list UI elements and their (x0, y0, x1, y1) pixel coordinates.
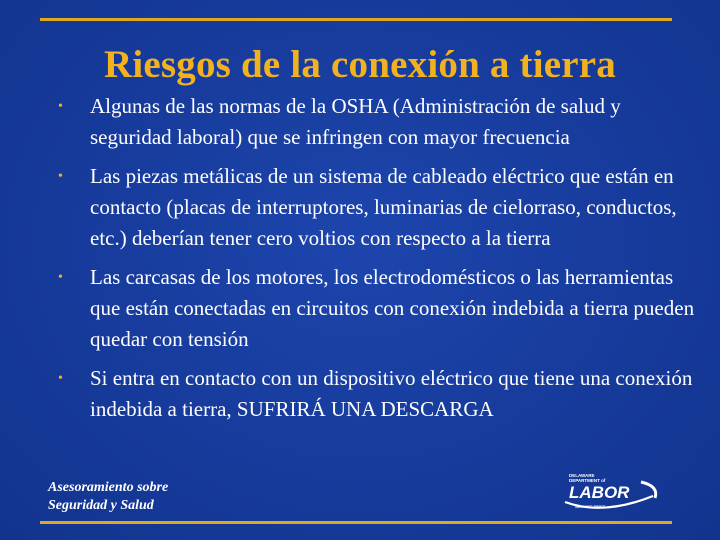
bullet-item (58, 363, 698, 425)
logo-swoosh-right (641, 482, 656, 498)
footer-line-1: Asesoramiento sobre (48, 480, 169, 495)
top-rule (40, 18, 672, 21)
bullet-text: Las piezas metálicas de un sistema de cableado eléctrico que están en contacto (placas de interruptores, luminarias de cielorraso, conductos, etc.) deberían tener cero voltios con respecto a la tierra (90, 164, 677, 250)
labor-logo (563, 472, 663, 512)
bottom-rule (40, 521, 672, 524)
bullet-item (58, 161, 698, 254)
slide-title: Riesgos de la conexión a tierra (103, 43, 617, 86)
footer-line-2: Seguridad y Salud (48, 498, 154, 513)
bullet-marker: • (58, 371, 63, 386)
bullet-item (58, 91, 698, 153)
bullet-text: Algunas de las normas de la OSHA (Administración de salud y seguridad laboral) que se infringen con mayor frecuencia (90, 94, 621, 149)
logo-small-text-2: DEPARTMENT of (569, 478, 606, 483)
bullet-list (58, 91, 698, 433)
bullet-text: Si entra en contacto con un dispositivo eléctrico que tiene una conexión indebida a tierra, SUFRIRÁ UNA DESCARGA (90, 366, 693, 421)
footer-caption (48, 479, 168, 515)
logo-small-text-1: DELAWARE (569, 473, 595, 478)
bullet-marker: • (58, 99, 63, 114)
bullet-marker: • (58, 270, 63, 285)
logo-main-text: LABOR (569, 483, 630, 502)
logo-small-text-3: SERVICE FIRST (575, 504, 606, 509)
bullet-marker: • (58, 169, 63, 184)
bullet-text: Las carcasas de los motores, los electrodomésticos o las herramientas que están conectadas en circuitos con conexión indebida a tierra pueden quedar con tensión (90, 265, 695, 351)
bullet-item (58, 262, 698, 355)
